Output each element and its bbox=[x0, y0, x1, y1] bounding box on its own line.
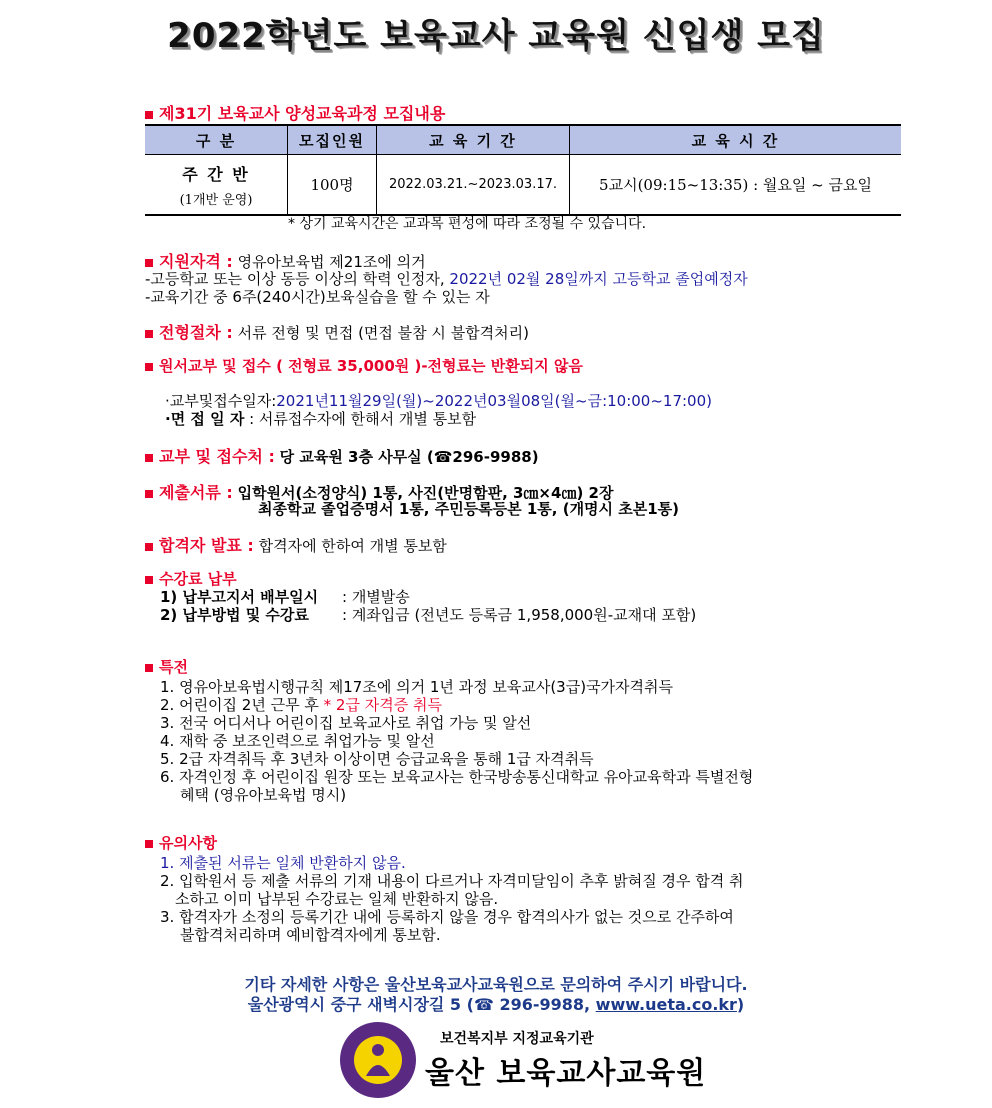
announcement-heading: 합격자 발표 : bbox=[159, 536, 254, 555]
table-header-row bbox=[145, 125, 901, 155]
bullet-square-icon bbox=[145, 840, 153, 848]
eligibility-line1-a: -고등학교 또는 이상 동등 이상의 학력 인정자, bbox=[145, 270, 445, 288]
bullet-square-icon bbox=[145, 576, 153, 584]
caution-item: 3. 합격자가 소정의 등록기간 내에 등록하지 않을 경우 합격의사가 없는 것으로 간주하여 bbox=[160, 908, 734, 926]
recruit-heading bbox=[145, 101, 445, 124]
application-date-value: 2021년11월29일(월)~2022년03월08일(월~금:10:00~17:00) bbox=[276, 392, 712, 410]
cell-time: 5교시(09:15~13:35) : 월요일 ~ 금요일 bbox=[570, 155, 902, 216]
tuition-line1-value: : 개별발송 bbox=[342, 588, 410, 606]
class-name: 주 간 반 bbox=[182, 164, 250, 184]
recruit-heading-text: 제31기 보육교사 양성교육과정 모집내용 bbox=[159, 104, 446, 123]
bullet-square-icon bbox=[145, 664, 153, 672]
benefit-item-2-highlight: * 2급 자격증 취득 bbox=[323, 696, 442, 714]
bullet-square-icon bbox=[145, 454, 153, 462]
eligibility-line2: -교육기간 중 6주(240시간)보육실습을 할 수 있는 자 bbox=[145, 288, 490, 306]
application-date-label: ·교부및접수일자: bbox=[165, 392, 277, 410]
education-table bbox=[145, 124, 901, 216]
announcement-row bbox=[145, 533, 447, 556]
tuition-line2-value: : 계좌입금 (전년도 등록금 1,958,000원-교재대 포함) bbox=[342, 606, 697, 624]
col-header-time: 교 육 시 간 bbox=[570, 125, 902, 155]
selection-text: 서류 전형 및 면접 (면접 불참 시 불합격처리) bbox=[237, 324, 529, 342]
footer-contact-line: 기타 자세한 사항은 울산보육교사교육원으로 문의하여 주시기 바랍니다. bbox=[244, 975, 748, 994]
interview-value: : 서류접수자에 한해서 개별 통보함 bbox=[249, 410, 477, 428]
bullet-square-icon bbox=[145, 543, 153, 551]
selection-heading: 전형절차 : bbox=[159, 323, 233, 342]
website-link[interactable]: www.ueta.co.kr bbox=[595, 995, 737, 1014]
bullet-square-icon bbox=[145, 111, 153, 119]
caution-item: 소하고 이미 납부된 수강료는 일체 반환하지 않음. bbox=[175, 890, 499, 908]
page-title: 2022학년도 보육교사 교육원 신입생 모집 bbox=[167, 16, 825, 56]
bullet-square-icon bbox=[145, 363, 153, 371]
benefits-heading-text: 특전 bbox=[159, 658, 188, 676]
selection-row bbox=[145, 320, 529, 343]
benefit-item: 혜택 (영유아보육법 명시) bbox=[180, 786, 347, 804]
class-sub: (1개반 운영) bbox=[179, 192, 253, 208]
eligibility-heading-text: 지원자격 : bbox=[159, 252, 233, 271]
cell-count: 100명 bbox=[288, 155, 377, 216]
cell-period: 2022.03.21.~2023.03.17. bbox=[377, 155, 570, 216]
caution-item: 불합격처리하며 예비합격자에게 통보함. bbox=[180, 926, 441, 944]
benefit-item: 4. 재학 중 보조인력으로 취업가능 및 알선 bbox=[160, 732, 435, 750]
caution-item: 1. 제출된 서류는 일체 반환하지 않음. bbox=[160, 854, 406, 872]
caution-item: 2. 입학원서 등 제출 서류의 기재 내용이 다르거나 자격미달임이 추후 밝혀질 경우 합격 취 bbox=[160, 872, 744, 890]
bullet-square-icon bbox=[145, 330, 153, 338]
footer-address-end: ) bbox=[736, 995, 745, 1014]
application-heading bbox=[145, 355, 583, 376]
footer-address-line bbox=[0, 992, 992, 1015]
benefit-item-2-text: 2. 어린이집 2년 근무 후 bbox=[160, 696, 319, 714]
application-heading-text: 원서교부 및 접수 ( 전형료 35,000원 )-전형료는 반환되지 않음 bbox=[159, 357, 583, 375]
bullet-square-icon bbox=[145, 259, 153, 267]
benefit-item: 6. 자격인정 후 어린이집 원장 또는 보육교사는 한국방송통신대학교 유아교육학과 특별전형 bbox=[160, 768, 754, 786]
documents-heading: 제출서류 : bbox=[159, 483, 233, 502]
announcement-text: 합격자에 한하여 개별 통보함 bbox=[258, 537, 447, 555]
cautions-heading bbox=[145, 832, 217, 853]
logo-figure-icon bbox=[356, 1040, 400, 1080]
cautions-heading-text: 유의사항 bbox=[159, 834, 217, 852]
benefits-heading bbox=[145, 656, 188, 677]
benefit-item: 5. 2급 자격취득 후 3년차 이상이면 승급교육을 통해 1급 자격취득 bbox=[160, 750, 594, 768]
eligibility-line1-b: 2022년 02월 28일까지 고등학교 졸업예정자 bbox=[449, 270, 748, 288]
benefit-item: 1. 영유아보육법시행규칙 제17조에 의거 1년 과정 보육교사(3급)국가자격취득 bbox=[160, 678, 674, 696]
org-sub: 보건복지부 지정교육기관 bbox=[440, 1031, 594, 1047]
org-name: 울산 보육교사교육원 bbox=[425, 1056, 707, 1091]
cell-division bbox=[145, 155, 288, 216]
eligibility-basis: 영유아보육법 제21조에 의거 bbox=[237, 253, 426, 271]
col-header-count: 모집인원 bbox=[288, 125, 377, 155]
col-header-division: 구 분 bbox=[145, 125, 288, 155]
tuition-line2-label: 2) 납부방법 및 수강료 bbox=[160, 606, 309, 624]
benefit-item: 3. 전국 어디서나 어린이집 보육교사로 취업 가능 및 알선 bbox=[160, 714, 532, 732]
tuition-heading-text: 수강료 납부 bbox=[159, 570, 237, 588]
table-row bbox=[145, 155, 901, 216]
footer-address: 울산광역시 중구 새벽시장길 5 (☎ 296-9988, bbox=[247, 995, 596, 1014]
interview-label: ·면 접 일 자 bbox=[165, 410, 245, 428]
documents-line1: 입학원서(소정양식) 1통, 사진(반명함판, 3㎝×4㎝) 2장 bbox=[237, 484, 614, 502]
interview-row bbox=[165, 408, 476, 429]
tuition-line1-label: 1) 납부고지서 배부일시 bbox=[160, 588, 319, 606]
office-text: 당 교육원 3층 사무실 (☎296-9988) bbox=[279, 448, 539, 466]
schedule-note: * 상기 교육시간은 교과목 편성에 따라 조정될 수 있습니다. bbox=[288, 216, 647, 232]
office-row bbox=[145, 444, 539, 467]
tuition-line2 bbox=[160, 604, 696, 625]
documents-line2: 최종학교 졸업증명서 1통, 주민등록등본 1통, (개명시 초본1통) bbox=[258, 500, 680, 518]
bullet-square-icon bbox=[145, 490, 153, 498]
office-heading: 교부 및 접수처 : bbox=[159, 447, 275, 466]
col-header-period: 교 육 기 간 bbox=[377, 125, 570, 155]
